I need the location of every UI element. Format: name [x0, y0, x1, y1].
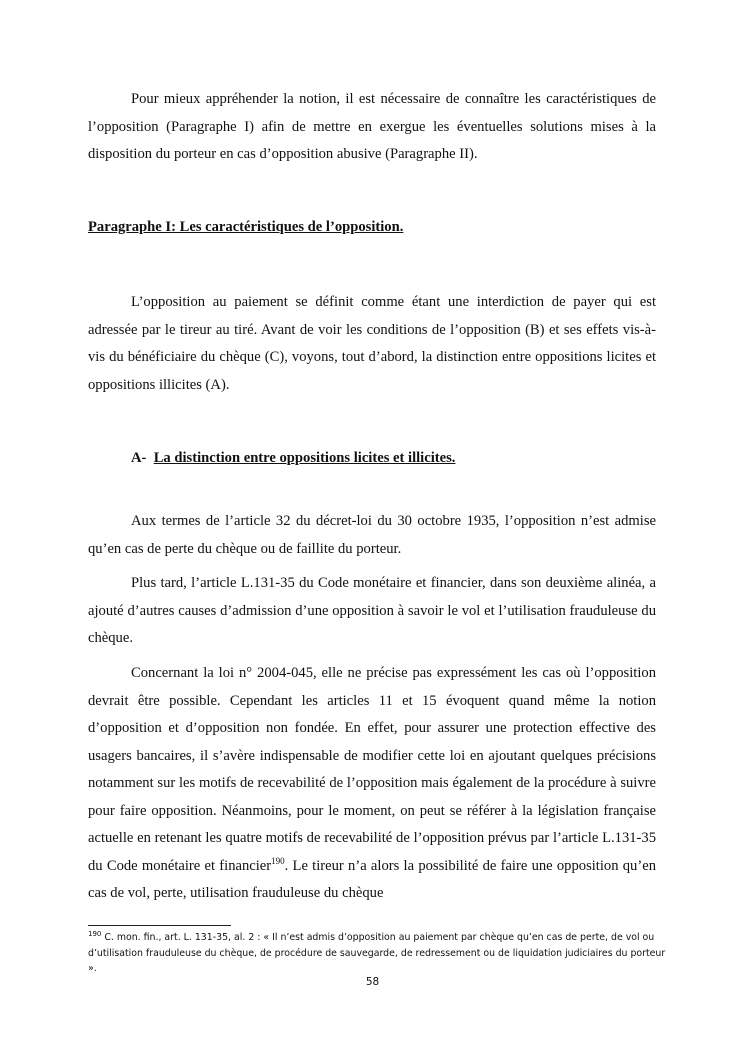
paragraph-loi-2004-045	[88, 660, 656, 908]
footnote-number: 190	[88, 930, 102, 938]
footnote	[88, 930, 668, 977]
loi-text-after: . Le tireur n’a alors la possibilité de faire une opposition qu’en cas de vol, perte, utilisation frauduleuse du chèque	[88, 857, 656, 901]
definition-paragraph: L’opposition au paiement se définit comme étant une interdiction de payer qui est adressée par le tireur au tiré. Avant de voir les conditions de l’opposition (B) et ses effets vis-à-vis du bénéficiaire du chèque (C), voyons, tout d’abord, la distinction entre oppositions licites et oppositions illicites (A).	[88, 294, 656, 393]
intro-paragraph: Pour mieux appréhender la notion, il est nécessaire de connaître les caractéristiques de l’opposition (Paragraphe I) afin de mettre en exergue les éventuelles solutions mises à la disposition du porteur en cas d’opposition abusive (Paragraphe II).	[88, 91, 656, 162]
page-number: 58	[365, 976, 380, 988]
footnote-text: C. mon. fin., art. L. 131-35, al. 2 : « Il n’est admis d’opposition au paiement par chèque qu’en cas de perte, de vol ou d’utilisation frauduleuse du chèque, de procédure de sauvegarde, de redressement ou de liquidation judiciaires du porteur ».	[88, 932, 666, 974]
loi-text-before: Concernant la loi n° 2004-045, elle ne précise pas expressément les cas où l’opposition devrait être possible. Cependant les articles 11 et 15 évoquent quand même la notion d’opposition et d’opposition non fondée. En effet, pour assurer une protection effective des usagers bancaires, il s’avère indispensable de modifier cette loi en ajoutant quelques précisions notamment sur les motifs de recevabilité de l’opposition mais également de la procédure à suivre pour faire opposition. Néanmoins, pour le moment, on peut se référer à la législation française actuelle en retenant les quatre motifs de recevabilité de l’opposition prévus par l’article L.131-35 du Code monétaire et financier	[88, 665, 656, 874]
subsection-heading	[131, 450, 455, 467]
paragraph-decret-1935: Aux termes de l’article 32 du décret-loi du 30 octobre 1935, l’opposition n’est admise qu’en cas de perte du chèque ou de faillite du porteur.	[88, 513, 656, 557]
subsection-title: La distinction entre oppositions licites et illicites.	[153, 450, 456, 466]
section-heading-text: Paragraphe I: Les caractéristiques de l’opposition.	[88, 219, 404, 235]
paragraph-article-l131-35: Plus tard, l’article L.131-35 du Code monétaire et financier, dans son deuxième alinéa, a ajouté d’autres causes d’admission d’une opposition à savoir le vol et l’utilisation frauduleuse du chèque.	[88, 575, 656, 646]
footnote-reference: 190	[271, 855, 285, 866]
footnote-separator	[88, 925, 231, 926]
subsection-marker: A-	[131, 450, 147, 466]
section-heading	[88, 219, 403, 236]
